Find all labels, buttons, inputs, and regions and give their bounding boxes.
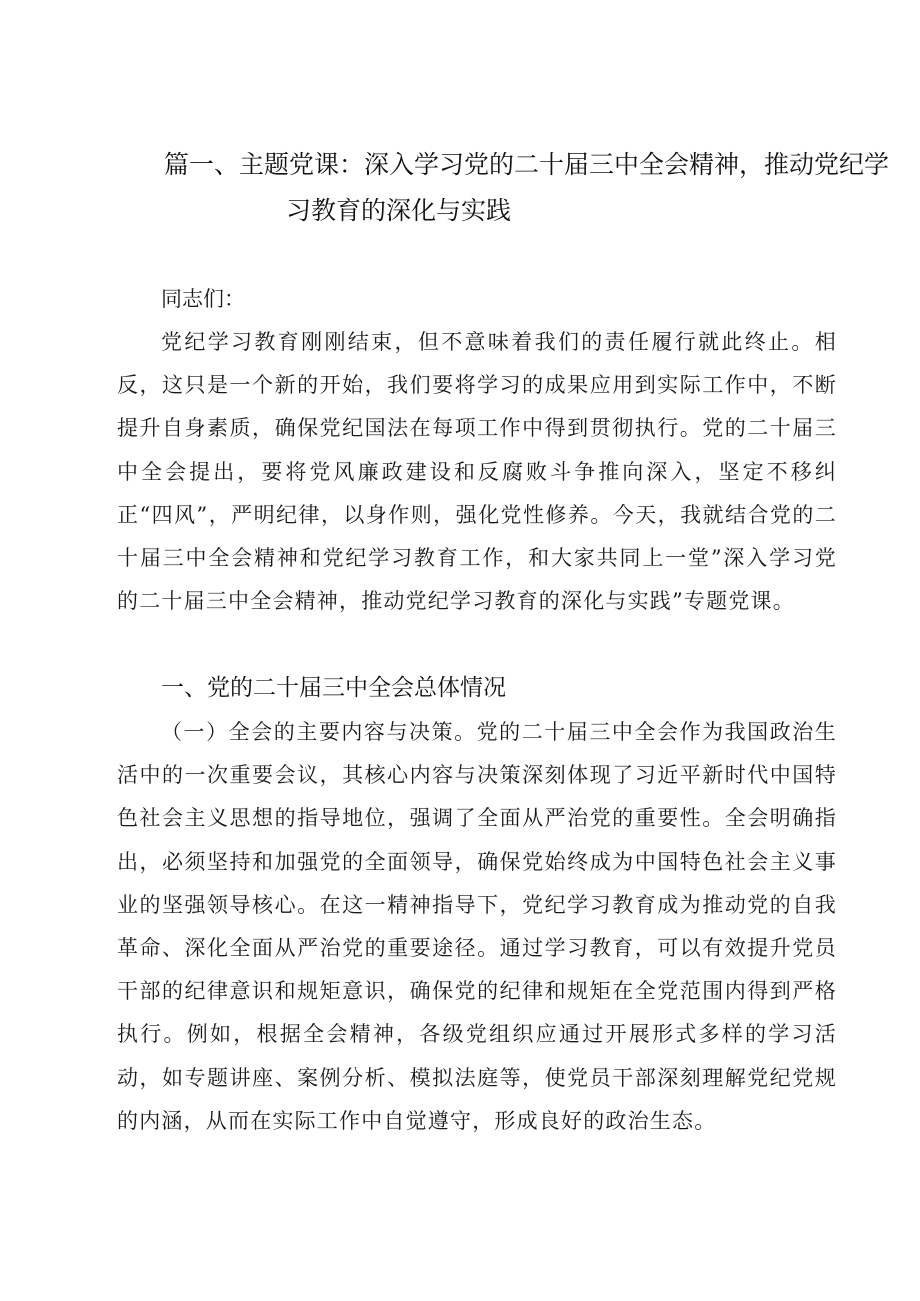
document-title	[120, 142, 890, 234]
title-line-1: 篇一、主题党课：深入学习党的二十届三中全会精神，推动党纪学	[164, 150, 890, 179]
section-heading-1: 一、党的二十届三中全会总体情况	[161, 675, 506, 701]
paragraph-section-1-1: （一）全会的主要内容与决策。党的二十届三中全会作为我国政治生活中的一次重要会议，其核心内容与决策深刻体现了习近平新时代中国特色社会主义思想的指导地位，强调了全面从严治党的重要性。全会明确指出，必须坚持和加强党的全面领导，确保党始终成为中国特色社会主义事业的坚强领导核心。在这一精神指导下，党纪学习教育成为推动党的自我革命、深化全面从严治党的重要途径。通过学习教育，可以有效提升党员干部的纪律意识和规矩意识，确保党的纪律和规矩在全党范围内得到严格执行。例如，根据全会精神，各级党组织应通过开展形式多样的学习活动，如专题讲座、案例分析、模拟法庭等，使党员干部深刻理解党纪党规的内涵，从而在实际工作中自觉遵守，形成良好的政治生态。	[117, 720, 837, 1133]
title-line-2: 习教育的深化与实践	[286, 196, 512, 225]
paragraph-intro: 党纪学习教育刚刚结束，但不意味着我们的责任履行就此终止。相反，这只是一个新的开始，我们要将学习的成果应用到实际工作中，不断提升自身素质，确保党纪国法在每项工作中得到贯彻执行。党的二十届三中全会提出，要将党风廉政建设和反腐败斗争推向深入，坚定不移纠正“四风”，严明纪律，以身作则，强化党性修养。今天，我就结合党的二十届三中全会精神和党纪学习教育工作，和大家共同上一堂”深入学习党的二十届三中全会精神，推动党纪学习教育的深化与实践”专题党课。	[117, 330, 837, 614]
greeting: 同志们：	[161, 287, 245, 311]
